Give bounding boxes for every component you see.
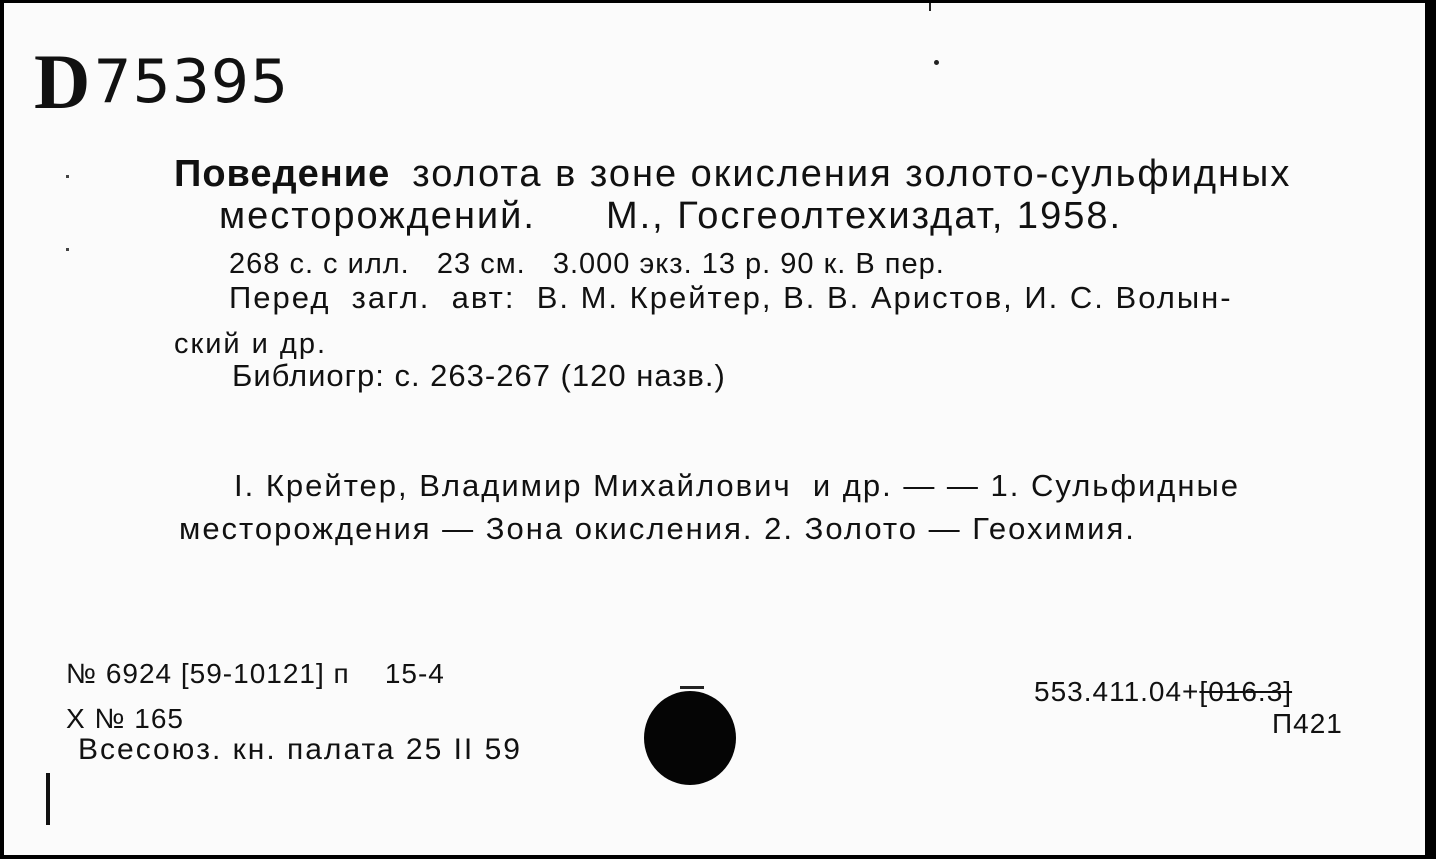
accession-line: № 6924 [59-10121] п 15-4 [66,658,445,689]
cutter-number: П421 [1272,708,1343,739]
punch-hole-mark [680,686,704,689]
call-number-letter: D [34,38,92,125]
bibliography-note: Библиогр: с. 263-267 (120 назв.) [232,358,726,393]
udc-classification [1034,676,1292,708]
title-continuation: месторождений. [219,195,536,237]
title-rest: золота в зоне окисления золото-сульфидных [412,153,1292,195]
title-line [174,153,1291,196]
punch-hole [644,691,736,785]
tracing-line: месторождения — Зона окисления. 2. Золото — Геохимия. [179,511,1136,546]
catalog-card [4,3,1425,855]
collation-line: 268 с. с илл. 23 см. 3.000 экз. 13 р. 90 к. В пер. [229,248,945,280]
call-number [34,38,290,125]
imprint: М., Госгеолтехиздат, 1958. [605,195,1123,237]
edge-mark [46,773,50,825]
udc-main: 553.411.04+ [1034,676,1200,707]
tracing-line: I. Крейтер, Владимир Михайлович и др. — — 1. Сульфидные [234,468,1241,503]
title-continuation-line [219,195,1122,238]
authors-continuation: ский и др. [174,328,328,360]
call-number-digits: 75395 [93,47,290,117]
chamber-stamp: Всесоюз. кн. палата 25 II 59 [78,733,522,766]
udc-struck: [016.3] [1199,676,1293,707]
title-lead: Поведение [174,153,391,195]
authors-line: Перед загл. авт: В. М. Крейтер, В. В. Аристов, И. С. Волын- [229,280,1233,315]
speck-mark [66,175,69,178]
registry-number: X № 165 [66,703,184,734]
top-edge-mark [929,3,931,11]
speck-mark [66,248,69,251]
speck-mark [934,60,939,65]
